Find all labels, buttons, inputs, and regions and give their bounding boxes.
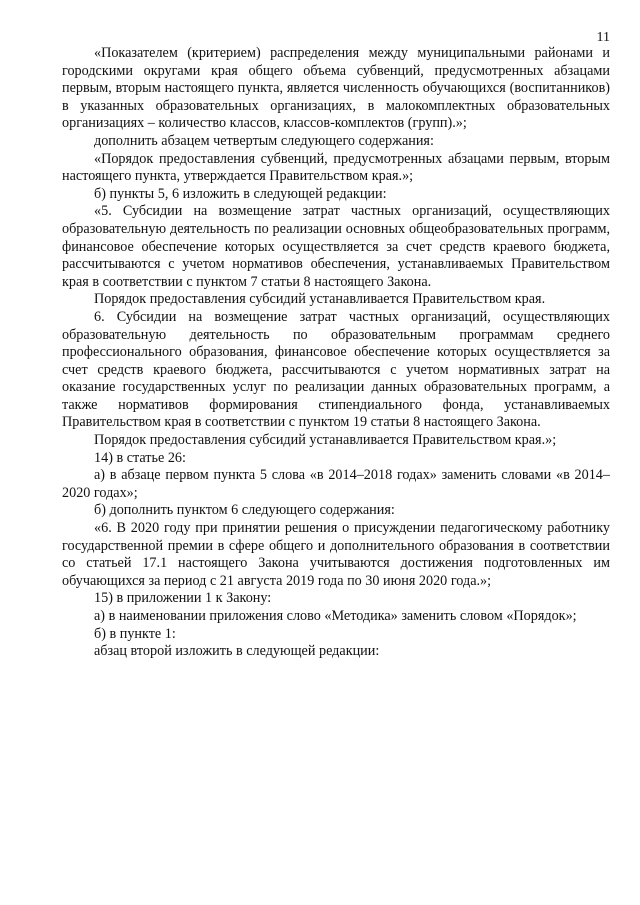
paragraph-item-15-a: а) в наименовании приложения слово «Методика» заменить словом «Порядок»; (94, 608, 577, 624)
paragraph-subsidy-procedure-2: Порядок предоставления субсидий устанавливается Правительством края.»; (94, 432, 557, 449)
paragraph-points-5-6: б) пункты 5, 6 изложить в следующей редакции: (94, 185, 387, 202)
document-body (62, 45, 610, 661)
page-number: 11 (596, 30, 610, 45)
paragraph-add-fourth-abzac: дополнить абзацем четвертым следующего содержания: (94, 132, 434, 149)
paragraph-point-5: «5. Субсидии на возмещение затрат частных организаций, осуществляющих образовательную деятельность по реализации основных общеобразовательных программ, финансовое обеспечение которых осуществляется за счет средств краевого бюджета, рассчитываются с учетом нормативов обеспечения, устанавливаемых Правительством края в соответствии с пунктом 7 статьи 8 настоящего Закона. (62, 203, 610, 290)
paragraph-item-14: 14) в статье 26: (94, 449, 186, 466)
paragraph-item-14-a: а) в абзаце первом пункта 5 слова «в 2014–2018 годах» заменить словами «в 2014–2020 годах»; (62, 467, 610, 501)
paragraph-point-6-2020: «6. В 2020 году при принятии решения о присуждении педагогическому работнику государственной премии в сфере общего и дополнительного образования в соответствии со статьей 17.1 настоящего Закона учитываются достижения подготовленных им обучающихся за период с 21 августа 2019 года по 30 июня 2020 года.»; (62, 520, 610, 589)
paragraph-item-15: 15) в приложении 1 к Закону: (94, 590, 272, 607)
paragraph-second-abzac: абзац второй изложить в следующей редакции: (94, 643, 380, 660)
paragraph-subvention-procedure: «Порядок предоставления субвенций, предусмотренных абзацами первым, вторым настоящего пункта, утверждается Правительством края.»; (62, 150, 610, 185)
paragraph-subsidy-procedure-1: Порядок предоставления субсидий устанавливается Правительством края. (94, 291, 546, 308)
paragraph-point-6: 6. Субсидии на возмещение затрат частных организаций, осуществляющих образовательную деятельность по образовательным программам среднего профессионального образования, финансовое обеспечение которых осуществляется за счет средств краевого бюджета, рассчитываются с учетом нормативных затрат на оказание государственных услуг по реализации данных образовательных программ, а также нормативов формирования стипендиального фонда, устанавливаемых Правительством края в соответствии с пунктом 19 статьи 8 настоящего Закона. (62, 308, 610, 431)
paragraph-item-14-b: б) дополнить пунктом 6 следующего содержания: (94, 502, 395, 519)
paragraph-criterion: «Показателем (критерием) распределения между муниципальными районами и городскими округами края общего объема субвенций, предусмотренных абзацами первым, вторым настоящего пункта, является численность обучающихся (воспитанников) в указанных образовательных организациях, в малокомплектных образовательных организациях – количество классов, классов-комплектов (групп).»; (62, 45, 610, 132)
paragraph-item-15-b: б) в пункте 1: (94, 625, 176, 642)
